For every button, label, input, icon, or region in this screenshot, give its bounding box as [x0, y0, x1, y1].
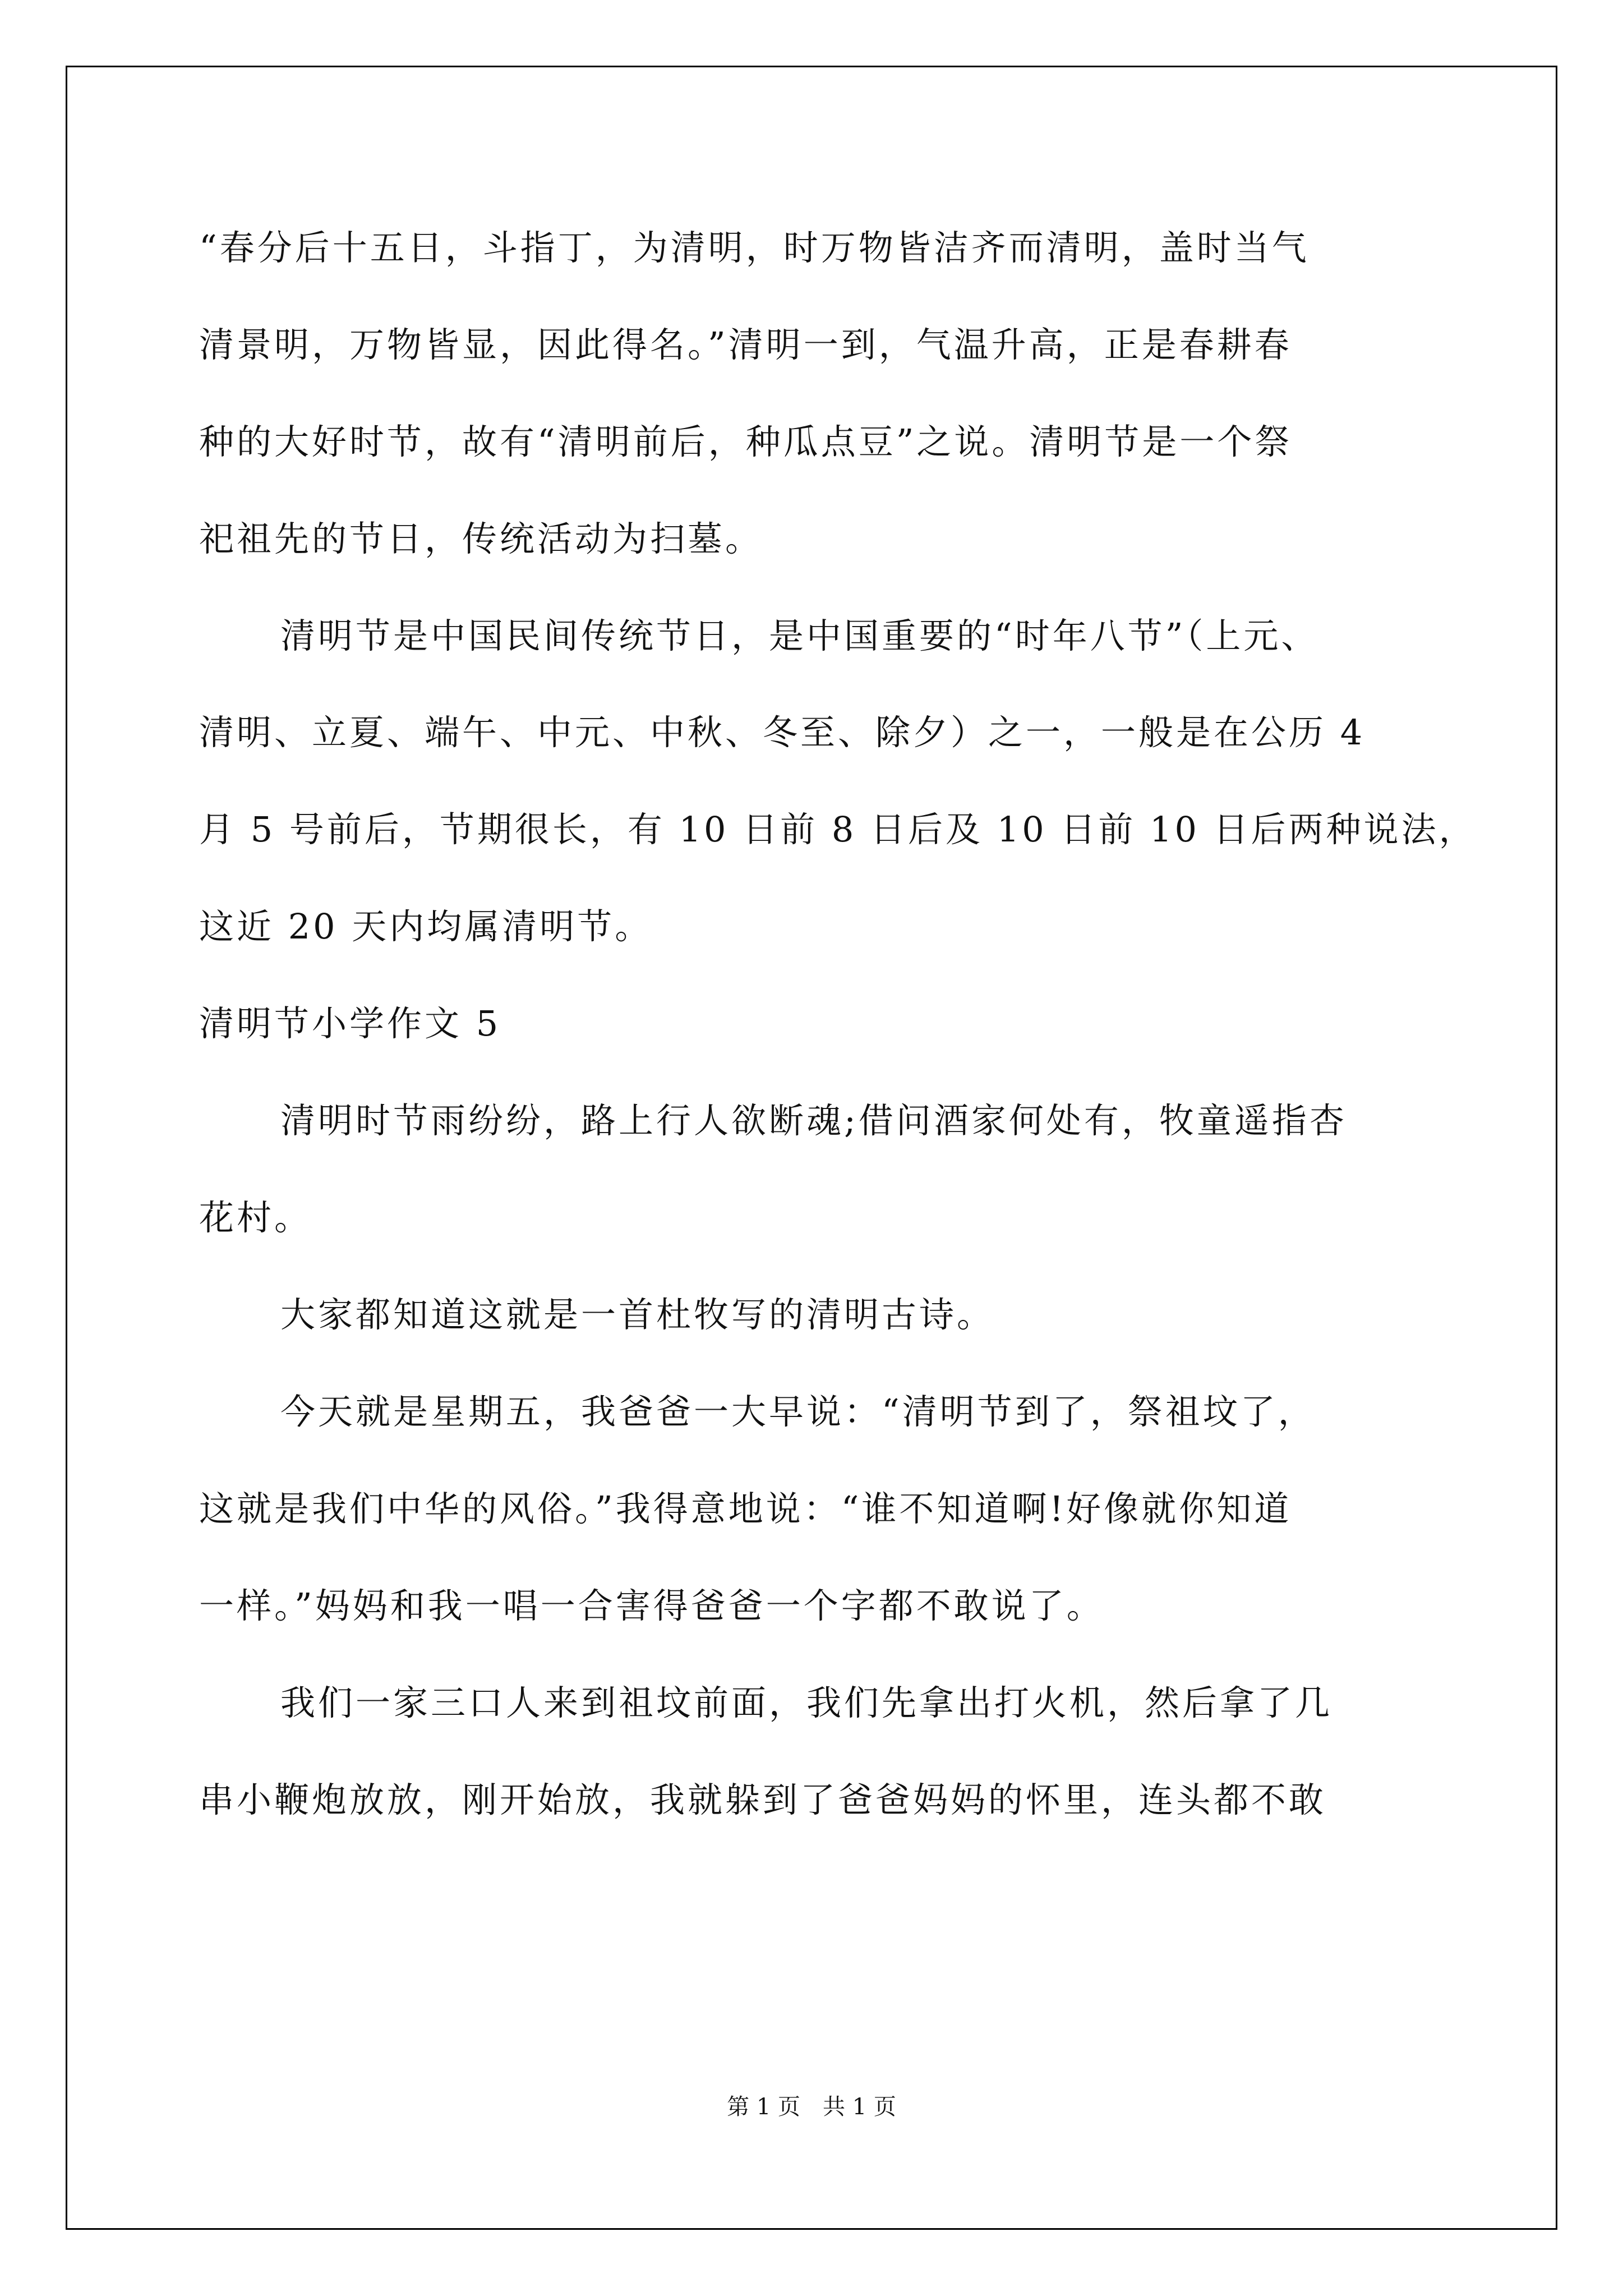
paragraph-line: 这近 20 天内均属清明节。 [199, 906, 653, 947]
paragraph-line: 大家都知道这就是一首杜牧写的清明古诗。 [280, 1294, 995, 1335]
page-footer: 第 1 页 共 1 页 [727, 2094, 896, 2120]
paragraph-line: 今天就是星期五，我爸爸一大早说：“清明节到了，祭祖坟了， [280, 1391, 1316, 1432]
paragraph-line: 种的大好时节，故有“清明前后，种瓜点豆”之说。清明节是一个祭 [199, 421, 1293, 462]
page-border [66, 66, 1557, 2230]
paragraph-line: 一样。”妈妈和我一唱一合害得爸爸一个字都不敢说了。 [199, 1585, 1104, 1626]
paragraph-line: 串小鞭炮放放，刚开始放，我就躲到了爸爸妈妈的怀里，连头都不敢 [199, 1779, 1327, 1820]
paragraph-line: 清明时节雨纷纷，路上行人欲断魂;借问酒家何处有，牧童遥指杏 [280, 1100, 1347, 1141]
paragraph-line: 清景明，万物皆显，因此得名。”清明一到，气温升高，正是春耕春 [199, 324, 1292, 365]
paragraph-line: “春分后十五日，斗指丁，为清明，时万物皆洁齐而清明，盖时当气 [199, 227, 1310, 268]
paragraph-line: 我们一家三口人来到祖坟前面，我们先拿出打火机，然后拿了几 [280, 1682, 1333, 1723]
paragraph-line: 清明节是中国民间传统节日，是中国重要的“时年八节”（上元、 [280, 615, 1319, 656]
paragraph-line: 祀祖先的节日，传统活动为扫墓。 [199, 518, 763, 559]
paragraph-line: 花村。 [199, 1197, 312, 1238]
paragraph-line: 这就是我们中华的风俗。”我得意地说：“谁不知道啊!好像就你知道 [199, 1488, 1292, 1529]
section-heading: 清明节小学作文 5 [199, 1003, 501, 1044]
paragraph-line: 清明、立夏、端午、中元、中秋、冬至、除夕）之一，一般是在公历 4 [199, 712, 1366, 753]
paragraph-line: 月 5 号前后，节期很长，有 10 日前 8 日后及 10 日前 10 日后两种说法， [199, 809, 1477, 850]
